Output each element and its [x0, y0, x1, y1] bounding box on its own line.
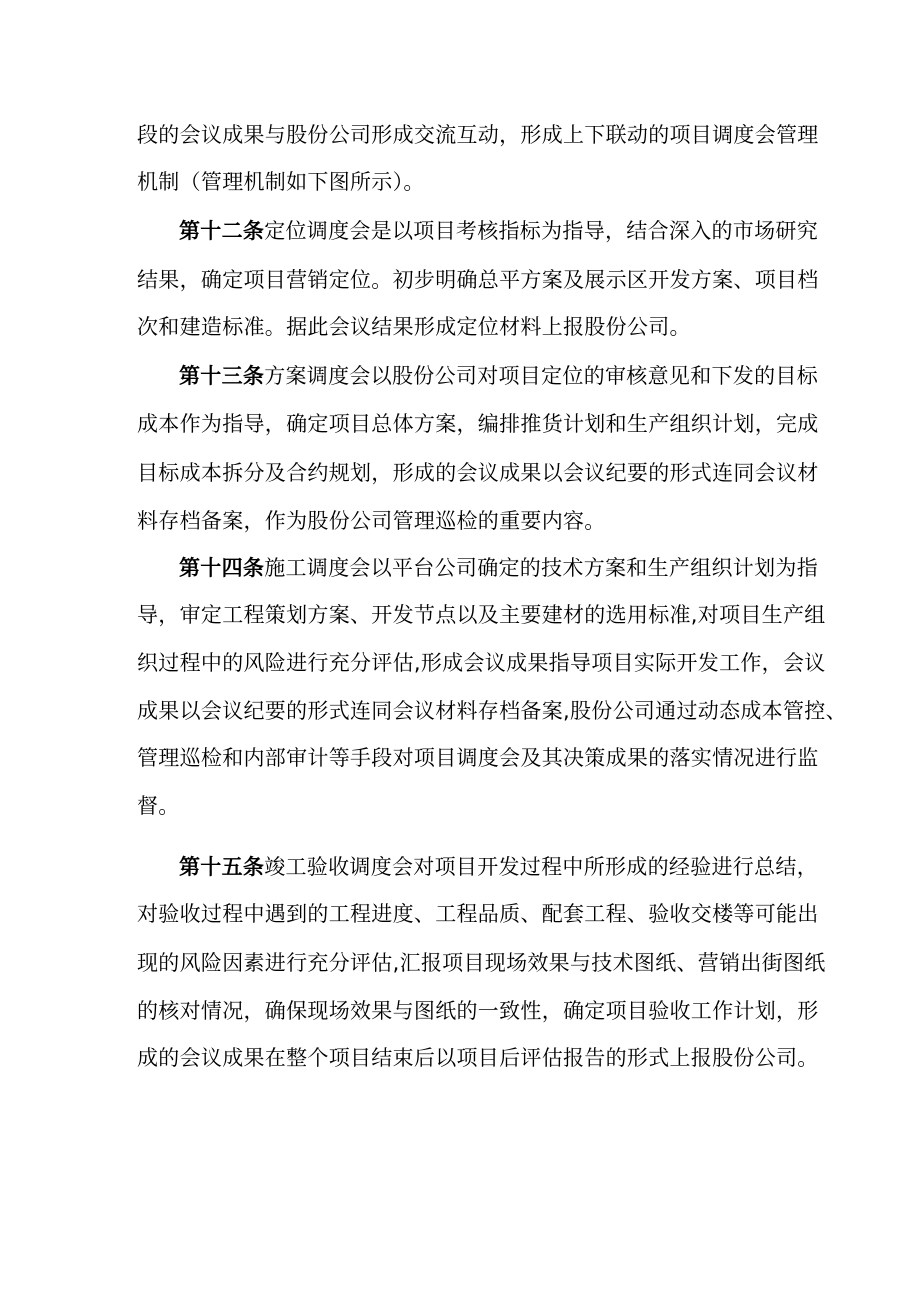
- intro-line: 机制（管理机制如下图所示）。: [137, 170, 425, 194]
- article-12-text: 定位调度会是以项目考核指标为指导，结合深入的市场研究: [264, 219, 819, 243]
- article-13-label: 第十三条: [179, 364, 265, 388]
- article-13-first-line: [179, 361, 818, 391]
- article-14-line: 成果以会议纪要的形式连同会议材料存档备案,股份公司通过动态成本管控、: [137, 699, 847, 723]
- article-15-line: 现的风险因素进行充分评估,汇报项目现场效果与技术图纸、营销出街图纸: [137, 951, 826, 975]
- article-15-first-line: [179, 852, 818, 882]
- article-13-text: 方案调度会以股份公司对项目定位的审核意见和下发的目标: [264, 364, 819, 388]
- article-13-line: 目标成本拆分及合约规划，形成的会议成果以会议纪要的形式连同会议材: [137, 461, 819, 485]
- article-12-line: 结果，确定项目营销定位。初步明确总平方案及展示区开发方案、项目档: [137, 268, 819, 292]
- article-14-first-line: [179, 553, 818, 583]
- article-14-line: 督。: [137, 794, 180, 818]
- article-15-line: 对验收过程中遇到的工程进度、工程品质、配套工程、验收交楼等可能出: [137, 902, 819, 926]
- article-12-label: 第十二条: [179, 219, 265, 243]
- article-14-line: 织过程中的风险进行充分评估,形成会议成果指导项目实际开发工作，会议: [137, 651, 826, 675]
- article-15-text: 竣工验收调度会对项目开发过程中所形成的经验进行总结，: [264, 855, 819, 879]
- article-14-text: 施工调度会以平台公司确定的技术方案和生产组织计划为指: [264, 556, 819, 580]
- article-12-first-line: [179, 216, 818, 246]
- article-13-line: 料存档备案，作为股份公司管理巡检的重要内容。: [137, 509, 606, 533]
- article-12-line: 次和建造标准。据此会议结果形成定位材料上报股份公司。: [137, 315, 691, 339]
- article-14-label: 第十四条: [179, 556, 265, 580]
- article-15-label: 第十五条: [179, 855, 265, 879]
- article-15-line: 成的会议成果在整个项目结束后以项目后评估报告的形式上报股份公司。: [137, 1046, 819, 1070]
- intro-line: 段的会议成果与股份公司形成交流互动，形成上下联动的项目调度会管理: [137, 123, 819, 147]
- article-14-line: 管理巡检和内部审计等手段对项目调度会及其决策成果的落实情况进行监: [137, 746, 819, 770]
- article-15-line: 的核对情况，确保现场效果与图纸的一致性，确定项目验收工作计划，形: [137, 999, 819, 1023]
- article-14-line: 导，审定工程策划方案、开发节点以及主要建材的选用标准,对项目生产组: [137, 603, 826, 627]
- article-13-line: 成本作为指导，确定项目总体方案，编排推货计划和生产组织计划，完成: [137, 412, 819, 436]
